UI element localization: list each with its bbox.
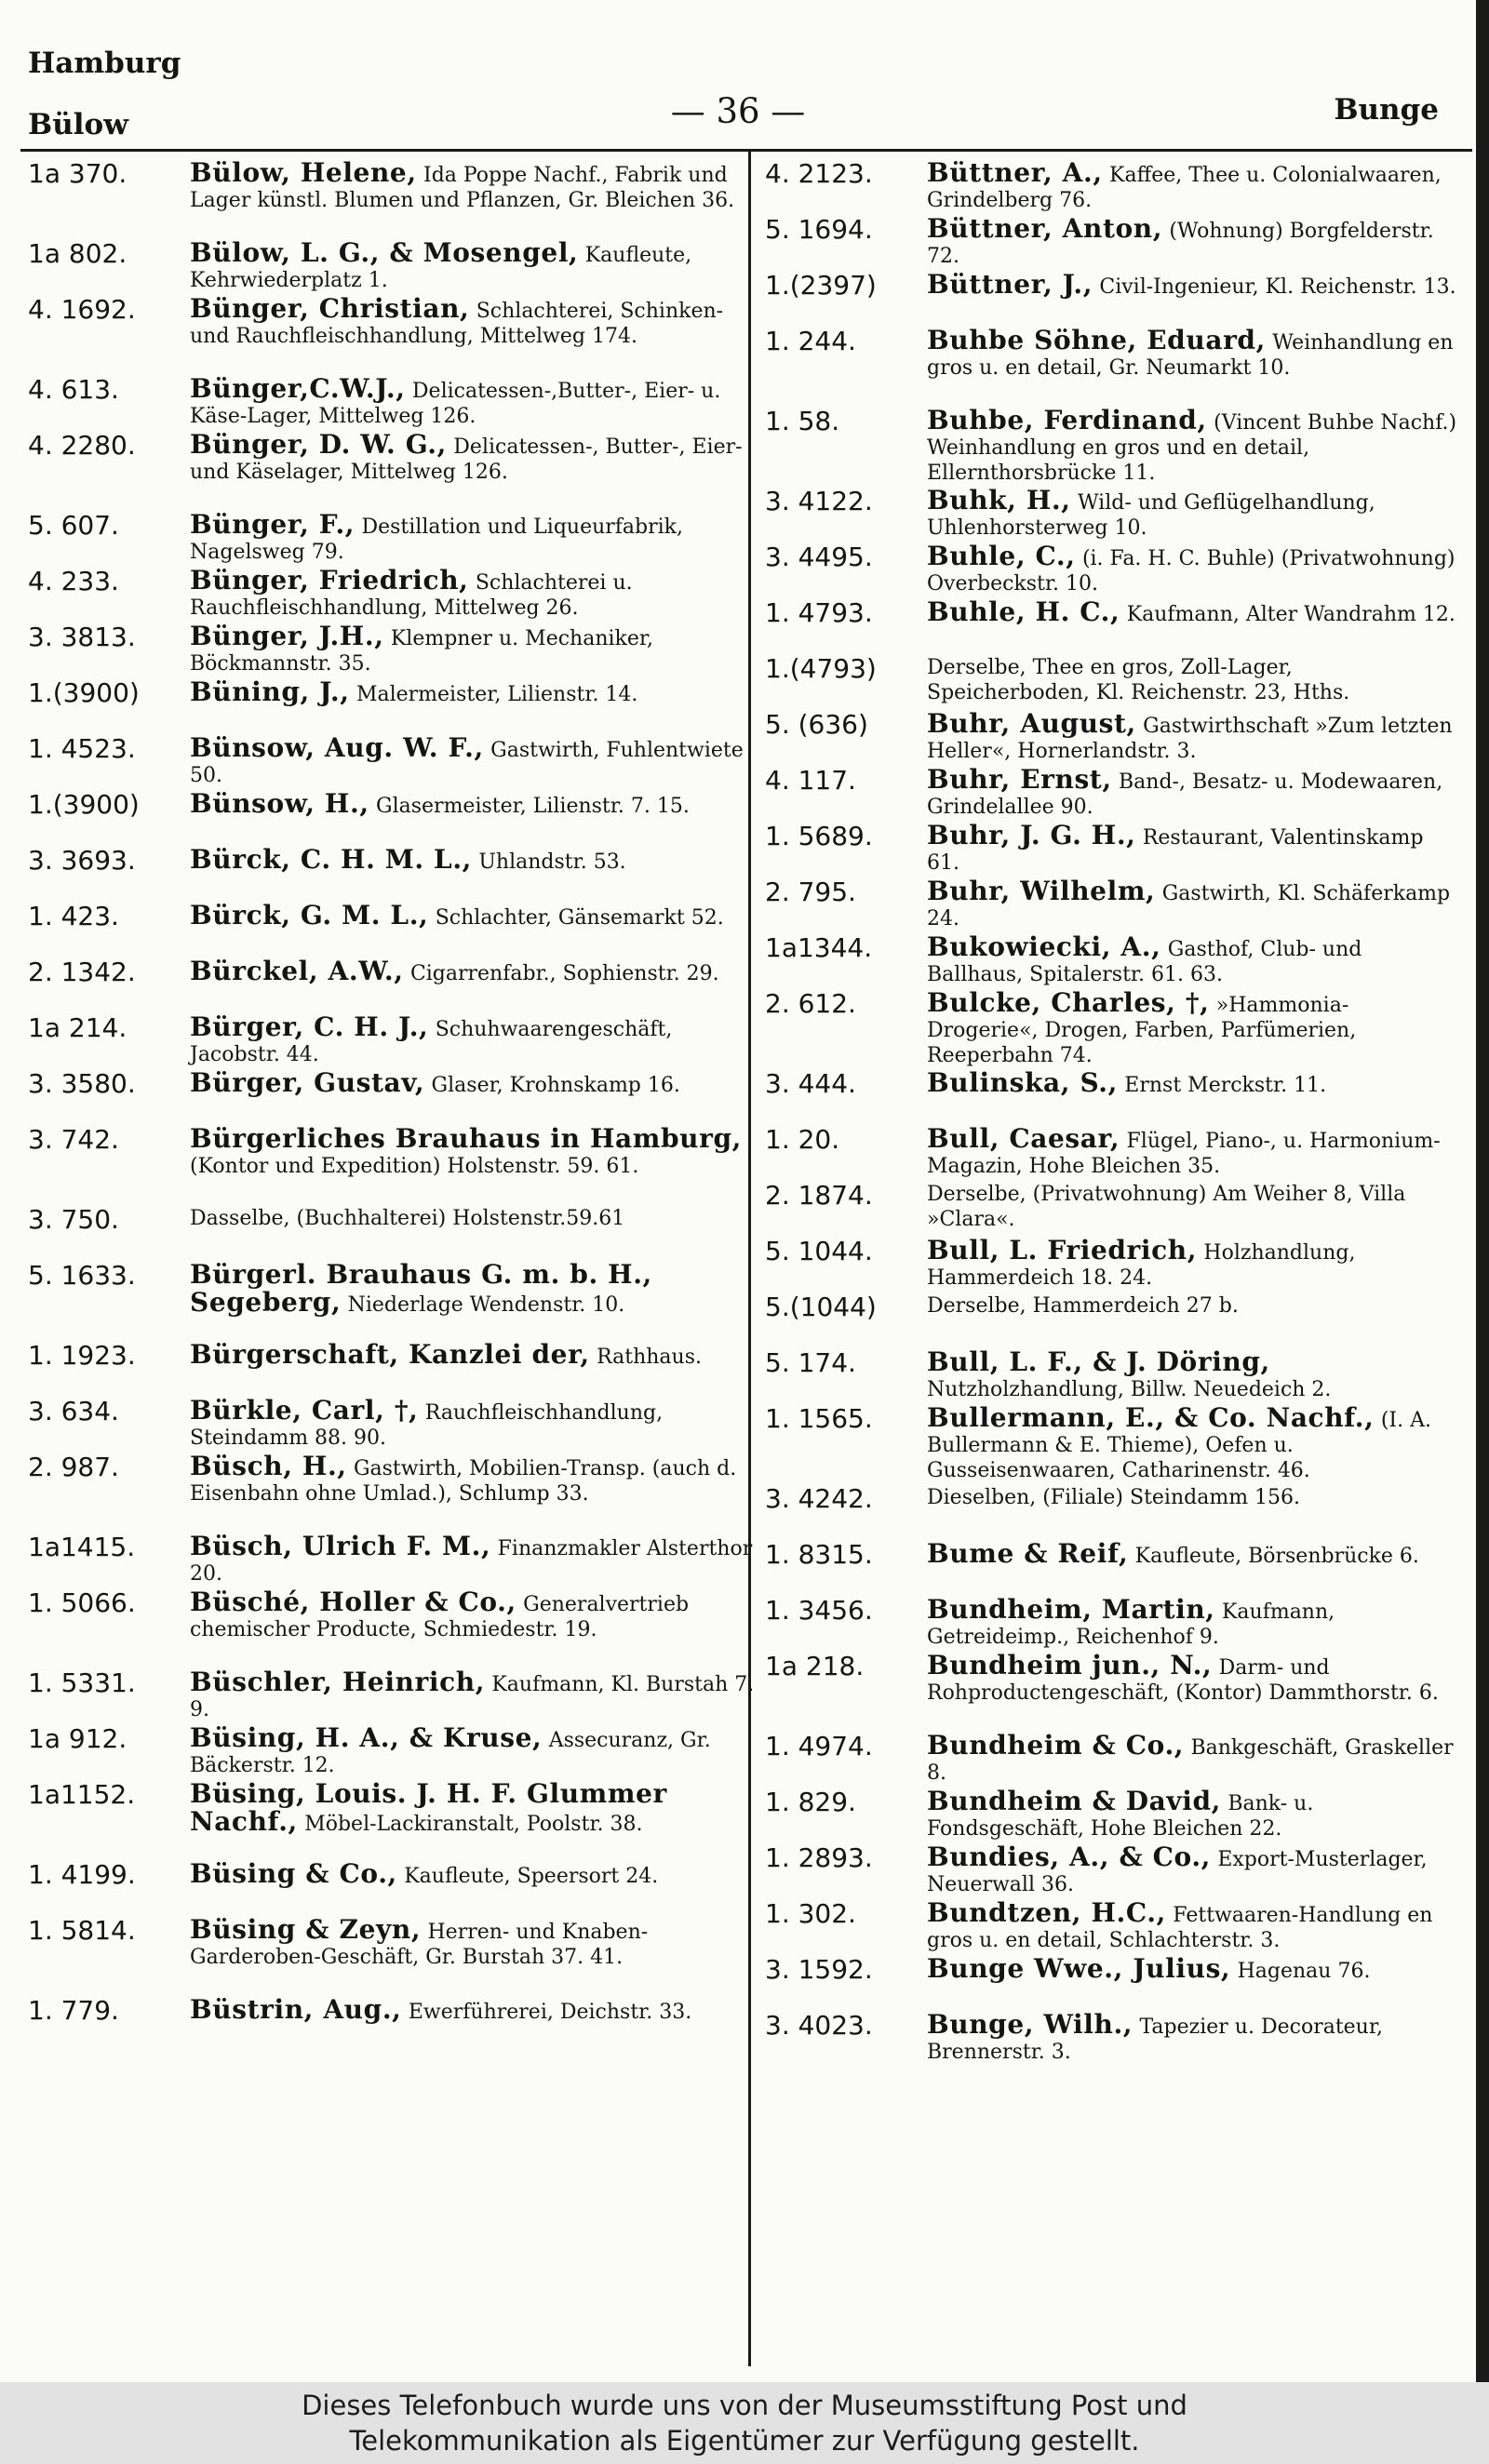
entry-name: Bulcke, Charles, †, (927, 990, 1210, 1018)
entry-number: 1.(3900) (28, 679, 140, 708)
entry-description: (Wohnung) Borgfelderstr. 72. (927, 220, 1434, 268)
entry-name: Büttner, Anton, (927, 216, 1163, 244)
entry-name: Buhbe, Ferdinand, (927, 408, 1207, 435)
entry-description: Möbel-Lackiranstalt, Poolstr. 38. (304, 1813, 643, 1836)
entry-name: Bünger, Christian, (190, 296, 470, 324)
directory-entry (765, 272, 1457, 328)
entry-name: Bünger,C.W.J., (190, 376, 406, 404)
entry-description: Schlachterei u. Rauchfleischhandlung, Mittelweg 26. (190, 571, 633, 620)
entry-number: 2. 1874. (765, 1182, 873, 1211)
entry-description: Schlachterei, Schinken- und Rauchfleischhandlung, Mittelweg 174. (190, 300, 724, 348)
entry-name: Bundheim & David, (927, 1788, 1222, 1816)
directory-entry (765, 2012, 1457, 2068)
directory-entry (28, 432, 763, 512)
entry-number: 2. 987. (28, 1453, 119, 1482)
entry-name: Bundheim & Co., (927, 1733, 1185, 1761)
entry-name: Bunge, Wilh., (927, 2012, 1134, 2040)
directory-entry (28, 376, 763, 432)
header-rule (20, 149, 1472, 152)
entry-description: Rauchfleischhandlung, Steindamm 88. 90. (190, 1401, 664, 1450)
entry-name: Buhk, H., (927, 488, 1071, 516)
directory-entry (765, 711, 1457, 767)
entry-name: Büstrin, Aug., (190, 1997, 402, 2025)
page-number: — 36 — (670, 91, 806, 131)
directory-entry (28, 623, 763, 679)
entry-description: Kaufleute, Kehrwiederplatz 1. (190, 244, 692, 292)
entry-description: Ernst Merckstr. 11. (1124, 1074, 1327, 1097)
entry-number: 3. 742. (28, 1126, 119, 1155)
directory-entry (28, 240, 763, 296)
directory-entry (28, 1589, 763, 1669)
entry-number: 1. 4523. (28, 735, 136, 764)
entry-description: Kaufmann, Alter Wandrahm 12. (1126, 603, 1455, 626)
entry-number: 2. 795. (765, 878, 856, 907)
directory-entry (28, 1917, 763, 1997)
entry-name: Bullermann, E., & Co. Nachf., (927, 1405, 1375, 1433)
entry-number: 3. 750. (28, 1206, 119, 1235)
entry-description: Gastwirth, Kl. Schäferkamp 24. (927, 882, 1451, 931)
directory-entry (765, 1541, 1457, 1597)
entry-description: Glaser, Krohnskamp 16. (431, 1074, 680, 1097)
directory-entry (765, 408, 1457, 488)
entry-number: 1. 5066. (28, 1589, 136, 1618)
entry-description: Malermeister, Lilienstr. 14. (355, 683, 638, 706)
entry-number: 1a 802. (28, 240, 127, 269)
entry-name: Bume & Reif, (927, 1541, 1129, 1569)
entry-number: 1.(4793) (765, 655, 877, 684)
directory-entry (765, 543, 1457, 599)
entry-description: Gastwirth, Mobilien-Transp. (auch d. Eisenbahn ohne Umlad.), Schlump 33. (190, 1457, 737, 1506)
entry-description: Herren- und Knaben-Garderoben-Geschäft, Gr. Burstah 37. 41. (190, 1921, 649, 1969)
entry-description: Ewerführerei, Deichstr. 33. (408, 2001, 692, 2024)
directory-entry (765, 1733, 1457, 1788)
entry-number: 3. 3693. (28, 847, 136, 876)
directory-entry (765, 1182, 1457, 1238)
entry-description: Klempner u. Mechaniker, Böckmannstr. 35. (190, 627, 653, 676)
entry-description: Weinhandlung en gros u. en detail, Gr. Neumarkt 10. (927, 331, 1454, 380)
entry-number: 1. 244. (765, 328, 856, 356)
entry-description: Band-, Besatz- u. Modewaaren, Grindelallee 90. (927, 770, 1443, 819)
entry-number: 5. (636) (765, 711, 868, 740)
entry-description: Assecuranz, Gr. Bäckerstr. 12. (190, 1729, 711, 1777)
entry-number: 5. 1694. (765, 216, 873, 245)
entry-name: Buhle, C., (927, 543, 1076, 571)
entry-description: Derselbe, Thee en gros, Zoll-Lager, Speicherboden, Kl. Reichenstr. 23, Hths. (927, 656, 1350, 704)
directory-entry (765, 990, 1457, 1070)
directory-entry (765, 655, 1457, 711)
entry-description: Kaffee, Thee u. Colonialwaaren, Grindelberg 76. (927, 164, 1442, 212)
entry-description: Kaufmann, Getreideimp., Reichenhof 9. (927, 1600, 1335, 1649)
entry-name: Bünger, D. W. G., (190, 432, 447, 460)
entry-number: 1a1415. (28, 1533, 136, 1562)
directory-entry (28, 160, 763, 240)
entry-number: 3. 4023. (765, 2012, 873, 2041)
entry-number: 3. 4242. (765, 1485, 873, 1514)
entry-description: Destillation und Liqueurfabrik, Nagelsweg 79. (190, 516, 684, 564)
entry-name: Büsch, Ulrich F. M., (190, 1533, 491, 1561)
entry-description: Tapezier u. Decorateur, Brennerstr. 3. (927, 2015, 1383, 2064)
entry-number: 3. 4122. (765, 488, 873, 516)
directory-entry (765, 1653, 1457, 1733)
directory-entry (28, 847, 763, 903)
directory-entry (28, 1861, 763, 1917)
entry-name: Bünger, F., (190, 512, 355, 540)
entry-description: Restaurant, Valentinskamp 61. (927, 826, 1424, 875)
directory-entry (28, 958, 763, 1014)
directory-entry (28, 1070, 763, 1126)
entry-number: 2. 612. (765, 990, 856, 1019)
entry-name: Bukowiecki, A., (927, 934, 1161, 962)
entry-number: 1a1152. (28, 1781, 136, 1810)
entry-number: 3. 4495. (765, 543, 873, 572)
entry-number: 1. 5331. (28, 1669, 136, 1698)
entry-number: 4. 2280. (28, 432, 136, 461)
entry-description: Derselbe, (Privatwohnung) Am Weiher 8, Villa »Clara«. (927, 1183, 1406, 1231)
directory-entry (765, 1485, 1457, 1541)
entry-name: Bünsow, H., (190, 791, 369, 819)
entry-description: Fettwaaren-Handlung en gros u. en detail, Schlachterstr. 3. (927, 1904, 1433, 1952)
entry-name: Bülow, L. G., & Mosengel, (190, 240, 579, 268)
directory-entry (28, 679, 763, 735)
entry-description: (Kontor und Expedition) Holstenstr. 59. 61. (190, 1155, 639, 1178)
left-column (28, 160, 763, 2053)
entry-name: Bürkle, Carl, †, (190, 1398, 419, 1426)
entry-number: 1. 8315. (765, 1541, 873, 1570)
entry-name: Bürck, G. M. L., (190, 903, 429, 931)
entry-name: Büning, J., (190, 679, 350, 707)
entry-number: 1. 4793. (765, 599, 873, 628)
entry-number: 5. 1044. (765, 1238, 873, 1266)
entry-name: Büsing, H. A., & Kruse, (190, 1725, 543, 1753)
directory-entry (28, 1997, 763, 2053)
entry-number: 4. 613. (28, 376, 119, 405)
entry-number: 1. 58. (765, 408, 840, 436)
entry-description: Hagenau 76. (1237, 1960, 1371, 1983)
entry-number: 4. 233. (28, 568, 119, 596)
directory-entry (765, 328, 1457, 408)
entry-number: 5. 174. (765, 1349, 856, 1378)
footer-notice (0, 2382, 1489, 2464)
directory-entry (765, 1070, 1457, 1126)
entry-description: Export-Musterlager, Neuerwall 36. (927, 1848, 1428, 1896)
entry-name: Buhr, August, (927, 711, 1136, 739)
entry-description: Bankgeschäft, Graskeller 8. (927, 1736, 1454, 1785)
entry-description: Civil-Ingenieur, Kl. Reichenstr. 13. (1099, 275, 1456, 299)
entry-name: Büttner, A., (927, 160, 1103, 188)
entry-name: Buhr, Wilhelm, (927, 878, 1156, 906)
entry-name: Büschler, Heinrich, (190, 1669, 486, 1697)
directory-entry (765, 1126, 1457, 1182)
entry-number: 3. 634. (28, 1398, 119, 1426)
entry-description: Glasermeister, Lilienstr. 7. 15. (376, 795, 690, 818)
entry-number: 1a 370. (28, 160, 127, 189)
entry-number: 1.(2397) (765, 272, 877, 301)
entry-description: Flügel, Piano-, u. Harmonium-Magazin, Hohe Bleichen 35. (927, 1130, 1441, 1178)
entry-name: Buhr, Ernst, (927, 767, 1112, 795)
directory-entry (28, 1126, 763, 1206)
entry-name: Bürckel, A.W., (190, 958, 404, 986)
directory-entry (28, 568, 763, 623)
entry-name: Bülow, Helene, (190, 160, 417, 188)
directory-entry (28, 735, 763, 791)
entry-description: (I. A. Bullermann & E. Thieme), Oefen u. Gusseisenwaaren, Catharinenstr. 46. (927, 1409, 1431, 1482)
entry-name: Bürgerliches Brauhaus in Hamburg, (190, 1126, 742, 1154)
directory-entry (28, 903, 763, 958)
entry-name: Bull, Caesar, (927, 1126, 1120, 1154)
directory-entry (765, 1788, 1457, 1844)
entry-name: Bulinska, S., (927, 1070, 1118, 1098)
entry-number: 1. 2893. (765, 1844, 873, 1873)
directory-entry (765, 216, 1457, 272)
entry-name: Büsing & Zeyn, (190, 1917, 422, 1945)
entry-number: 1. 4974. (765, 1733, 873, 1761)
entry-name: Bundheim, Martin, (927, 1597, 1215, 1625)
entry-number: 1a1344. (765, 934, 873, 963)
entry-description: Wild- und Geflügelhandlung, Uhlenhorsterweg 10. (927, 491, 1375, 540)
entry-description: Dieselben, (Filiale) Steindamm 156. (927, 1486, 1301, 1509)
entry-name: Bull, L. F., & J. Döring, (927, 1349, 1270, 1377)
directory-entry (28, 1781, 763, 1861)
footer-line-1: Dieses Telefonbuch wurde uns von der Museumsstiftung Post und (302, 2390, 1187, 2421)
directory-entry (28, 1342, 763, 1398)
directory-entry (28, 1014, 763, 1070)
entry-number: 3. 1592. (765, 1956, 873, 1985)
binding-edge (1476, 0, 1489, 2382)
entry-description: Cigarrenfabr., Sophienstr. 29. (409, 962, 719, 985)
entry-description: Nutzholzhandlung, Billw. Neuedeich 2. (927, 1378, 1332, 1401)
directory-entry (765, 1844, 1457, 1900)
entry-description: (Vincent Buhbe Nachf.) Weinhandlung en gros und en detail, Ellernthorsbrücke 11. (927, 411, 1457, 485)
entry-name: Bürgerl. Brauhaus G. m. b. H., Segeberg, (190, 1262, 652, 1318)
entry-description: Derselbe, Hammerdeich 27 b. (927, 1294, 1239, 1318)
entry-number: 5.(1044) (765, 1293, 877, 1322)
entry-name: Bünsow, Aug. W. F., (190, 735, 484, 763)
header-right-keyword: Bunge (1334, 93, 1439, 127)
entry-number: 1.(3900) (28, 791, 140, 820)
entry-number: 1. 779. (28, 1997, 119, 2026)
entry-name: Büsing, Louis. J. H. F. Glummer Nachf., (190, 1781, 667, 1837)
entry-description: Kaufmann, Kl. Burstah 7. 9. (190, 1673, 755, 1721)
header-left-keyword: Bülow (28, 108, 128, 141)
entry-description: Holzhandlung, Hammerdeich 18. 24. (927, 1241, 1356, 1290)
entry-description: Niederlage Wendenstr. 10. (347, 1293, 625, 1317)
entry-number: 1a 214. (28, 1014, 127, 1043)
entry-name: Bürgerschaft, Kanzlei der, (190, 1342, 590, 1370)
entry-description: Gastwirth, Fuhlentwiete 50. (190, 739, 744, 787)
entry-name: Bünger, J.H., (190, 623, 384, 651)
directory-entry (28, 1206, 763, 1262)
directory-entry (765, 1405, 1457, 1485)
entry-description: Generalvertrieb chemischer Producte, Schmiedestr. 19. (190, 1593, 690, 1641)
entry-name: Buhr, J. G. H., (927, 823, 1136, 850)
entry-number: 1. 302. (765, 1900, 856, 1929)
entry-name: Buhbe Söhne, Eduard, (927, 328, 1266, 355)
directory-entry (28, 1453, 763, 1533)
directory-entry (765, 878, 1457, 934)
page-header (0, 0, 1476, 149)
entry-number: 4. 2123. (765, 160, 873, 189)
entry-name: Bundheim jun., N., (927, 1653, 1213, 1681)
directory-entry (28, 296, 763, 376)
entry-name: Bürger, C. H. J., (190, 1014, 429, 1042)
directory-entry (765, 767, 1457, 823)
directory-entry (28, 791, 763, 847)
entry-name: Büsing & Co., (190, 1861, 397, 1889)
entry-number: 3. 444. (765, 1070, 856, 1099)
entry-number: 1. 20. (765, 1126, 840, 1155)
entry-description: Rathhaus. (597, 1346, 702, 1369)
entry-number: 1. 5689. (765, 823, 873, 851)
entry-description: Darm- und Rohproductengeschäft, (Kontor) Dammthorstr. 6. (927, 1656, 1439, 1705)
entry-number: 2. 1342. (28, 958, 136, 987)
directory-entry (28, 1533, 763, 1589)
entry-number: 1. 1565. (765, 1405, 873, 1434)
entry-description: Gasthof, Club- und Ballhaus, Spitalerstr. 61. 63. (927, 938, 1362, 986)
entry-description: Gastwirthschaft »Zum letzten Heller«, Hornerlandstr. 3. (927, 715, 1453, 763)
directory-entry (28, 1262, 763, 1342)
entry-number: 1. 829. (765, 1788, 856, 1817)
directory-entry (765, 1349, 1457, 1405)
directory-entry (765, 823, 1457, 878)
entry-description: Uhlandstr. 53. (478, 850, 626, 874)
entry-description: Delicatessen-,Butter-, Eier- u. Käse-Lager, Mittelweg 126. (190, 380, 721, 428)
entry-number: 1. 4199. (28, 1861, 136, 1890)
directory-entry (765, 1597, 1457, 1653)
directory-entry (28, 512, 763, 568)
directory-entry (765, 488, 1457, 543)
entry-description: Schuhwaarengeschäft, Jacobstr. 44. (190, 1018, 673, 1066)
directory-entry (28, 1669, 763, 1725)
entry-number: 1. 423. (28, 903, 119, 931)
directory-entry (765, 934, 1457, 990)
entry-number: 4. 1692. (28, 296, 136, 325)
entry-description: Dasselbe, (Buchhalterei) Holstenstr.59.61 (190, 1207, 625, 1230)
entry-name: Bürger, Gustav, (190, 1070, 425, 1098)
directory-entry (765, 1900, 1457, 1956)
entry-number: 1a 912. (28, 1725, 127, 1754)
entry-description: »Hammonia-Drogerie«, Drogen, Farben, Parfümerien, Reeperbahn 74. (927, 994, 1357, 1067)
directory-entry (765, 1956, 1457, 2012)
entry-description: Ida Poppe Nachf., Fabrik und Lager künstl. Blumen und Pflanzen, Gr. Bleichen 36. (190, 164, 735, 212)
entry-description: Delicatessen-, Butter-, Eier- und Käselager, Mittelweg 126. (190, 435, 743, 484)
entry-name: Bull, L. Friedrich, (927, 1238, 1198, 1265)
entry-name: Bundtzen, H.C., (927, 1900, 1166, 1928)
entry-description: Kaufleute, Speersort 24. (404, 1865, 659, 1888)
footer-line-2: Telekommunikation als Eigentümer zur Verfügung gestellt. (349, 2425, 1140, 2457)
entry-description: (i. Fa. H. C. Buhle) (Privatwohnung) Overbeckstr. 10. (927, 547, 1455, 596)
entry-name: Bürck, C. H. M. L., (190, 847, 473, 875)
entry-number: 5. 1633. (28, 1262, 136, 1291)
entry-number: 3. 3813. (28, 623, 136, 652)
right-column (765, 160, 1457, 2068)
directory-entry (765, 160, 1457, 216)
entry-name: Bunge Wwe., Julius, (927, 1956, 1231, 1984)
directory-entry (28, 1725, 763, 1781)
entry-name: Bünger, Friedrich, (190, 568, 469, 596)
header-city: Hamburg (28, 47, 181, 80)
entry-name: Buhle, H. C., (927, 599, 1120, 627)
entry-number: 1. 1923. (28, 1342, 136, 1371)
directory-entry (28, 1398, 763, 1453)
directory-entry (765, 599, 1457, 655)
entry-number: 1. 3456. (765, 1597, 873, 1626)
entry-number: 4. 117. (765, 767, 856, 796)
entry-name: Bundies, A., & Co., (927, 1844, 1212, 1872)
entry-number: 1a 218. (765, 1653, 865, 1681)
entry-number: 5. 607. (28, 512, 119, 541)
directory-entry (765, 1293, 1457, 1349)
entry-description: Schlachter, Gänsemarkt 52. (435, 906, 724, 930)
entry-name: Büsché, Holler & Co., (190, 1589, 516, 1617)
entry-description: Bank- u. Fondsgeschäft, Hohe Bleichen 22. (927, 1792, 1314, 1841)
entry-name: Büsch, H., (190, 1453, 347, 1481)
entry-description: Kaufleute, Börsenbrücke 6. (1134, 1545, 1419, 1568)
entry-name: Büttner, J., (927, 272, 1093, 300)
directory-entry (765, 1238, 1457, 1293)
entry-number: 3. 3580. (28, 1070, 136, 1099)
entry-number: 1. 5814. (28, 1917, 136, 1946)
entry-description: Finanzmakler Alsterthor 20. (190, 1537, 753, 1586)
